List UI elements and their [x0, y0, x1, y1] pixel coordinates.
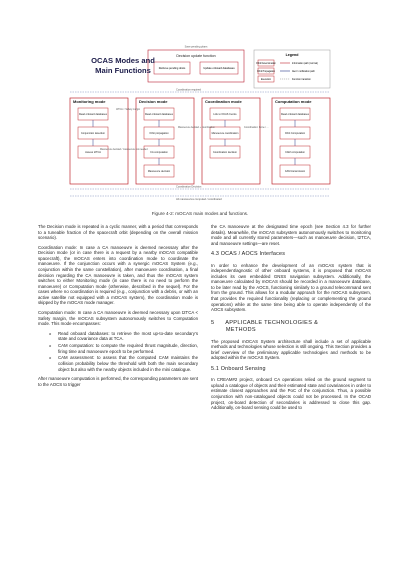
paragraph: the CA manoeuvre at the designated time epoch (see Section 4.3 for further details). Meanwhile, the mOCAS subsystem autonomously switches to monitoring mode and all currently stored parameters—such as manoeuvre decision, t2TCA, and manoeuvre settings—are reset.: [211, 224, 371, 246]
side-label-a: t2TCA < Safety margin: [116, 108, 141, 111]
legend-item: Execution: [260, 79, 272, 81]
paragraph: Coordination mode: In case a CA manoeuvre is deemed necessary after the Decision mode (or in case there is a request by a nearby mOCAS compatible spacecraft), the mOCAS enters into coordination mode to coordinate the manoeuvre. If the conjunction occurs with a synergic mOCAS System (e.g., conjunction within the same constellation), after manoeuvre coordination, a final decision regarding the CA manoeuvre is taken, and thus the mOCAS system switches to either Monitoring mode (in case there is no need to perform the manoeuvre) or Computation mode (otherwise, described in the sequel). For the cases where no coordination is required (e.g., conjunction with a debris, or with an active satellite not equipped with a mOCAS system), the coordination mode is skipped by the mOCAS mode manager.: [38, 244, 198, 306]
decision-update-label: Decision update function: [176, 54, 216, 58]
bullet-list: [38, 331, 198, 372]
top-note: Save pending plans: [184, 45, 208, 49]
function-label: Coordination decision: [212, 151, 238, 154]
figure-title: [78, 56, 168, 76]
section-heading: 4.3 OCAS / AOCS Interfaces: [211, 251, 286, 258]
function-label: Read onboard databases: [78, 113, 108, 116]
figure-caption: Figure 4-2: mOCAS main modes and functions.: [151, 211, 249, 216]
section-heading-line2: METHODS: [211, 326, 256, 333]
right-column: [211, 224, 371, 415]
retrieve-pending-label: Retrieve pending obsts: [158, 67, 186, 70]
legend-arrow-label: Function transition: [292, 79, 311, 81]
function-label: CA computation: [150, 151, 168, 154]
subsection-heading: 5.1 Onboard Sensing: [211, 365, 266, 372]
legend-item: Orbit Propagation: [256, 71, 276, 73]
legend-arrow-label: Information path (normal): [292, 63, 318, 65]
list-item: o CAM assessment: to assess that the computed CAM maintains the collision probability below the threshold with both the main secondary object but also with the nearby objects included in the mini catalogue.: [58, 355, 198, 372]
function-label: CAM transmission: [284, 170, 306, 173]
function-label: Manoeuvre coordination: [211, 132, 239, 135]
list-item: o CAM computation: to compute the required thrust magnitude, direction, firing time and manoeuvre epoch to be performed.: [58, 343, 198, 354]
side-label-b: Manoeuvre decided / manoeuvre not needed: [100, 148, 148, 151]
left-column: [38, 224, 198, 391]
side-label-c: Manoeuvre decided + coordination: [178, 126, 215, 129]
function-label: Orbit Computation: [284, 132, 306, 135]
legend-item: Orbit Determination: [256, 63, 276, 65]
section-heading: [211, 320, 371, 334]
figure-title-line1: OCAS Modes and: [91, 56, 155, 65]
function-label: Link to OCAS Centre: [213, 113, 237, 116]
function-label: Conjunction detection: [80, 132, 106, 135]
function-label: Manoeuvre decision: [147, 170, 171, 173]
bottom-transition-label: All manoeuvres computed / coordinated: [176, 198, 222, 201]
paragraph: The Decision mode is repeated in a cyclic manner, with a period that corresponds to a tuneable fraction of the spacecraft orbit (depending on the overall mission scenario).: [38, 224, 198, 241]
update-databases-label: Update onboard databases: [203, 67, 235, 70]
paragraph: In CREAM#2 project, onboard CA operations relied on the ground segment to upload a catalogue of objects and their estimated state and covariances in order to estimate closest approaches and the PoC of the conjunction. Thus, a possible conjunction with non-catalogued objects could not be processed. In the OCAD project, on-board detection of secondaries is addressed to close this gap. Additionally, on-board sensing could be used to: [211, 377, 371, 411]
function-label: CAM computation: [285, 151, 305, 154]
coordination-decision-label: Coordination Decision: [176, 185, 202, 189]
function-label: Read onboard databases: [144, 113, 174, 116]
mode-title: Decision mode: [139, 99, 168, 104]
side-label-d: Coordination: Done / ...: [244, 126, 269, 129]
section-heading-line1: 5 APPLICABLE TECHNOLOGIES &: [211, 319, 319, 326]
paragraph: In order to enhance the development of an mOCAS system that is independent/agnostic of other onboard systems, it is proposed that mOCAS includes its own embedded GNSS navigation subsystem. Additionally, the manoeuvre calculated by mOCAS should be recorded in a manoeuvre database, to be later read by the AOCS, functioning similarly to a ground telecommand sent from the ground. This allows for a modular approach for the mOCAS subsystem, that provides the required functionality (replacing or complementing the ground operations) while at the same time being able to operate independently of the AOCS subsystem.: [211, 262, 371, 313]
list-item: o Read onboard databases: to retrieve the most up-to-date secondary’s state and covariance data at TCA.: [58, 331, 198, 342]
legend-arrow-label: Alert / notification path: [292, 71, 315, 73]
function-label: Assess t2TCA: [85, 151, 101, 154]
paragraph: The proposed mOCAS System architecture shall include a set of applicable methods and technologies whose selection is still ongoing. This Section provides a brief overview of the preliminary applicable technologies and methods to be adopted within the mOCAS System.: [211, 338, 371, 361]
paragraph: Computation mode: In case a CA manoeuvre is deemed necessary upon t2TCA < Safety margin, the mOCAS subsystem autonomously switches to Computation mode. This mode encompasses:: [38, 310, 198, 327]
paragraph: After manoeuvre computation is performed, the corresponding parameters are sent to the AOCS to trigger: [38, 376, 198, 387]
mode-title: Monitoring mode: [73, 99, 106, 104]
mode-title: Computation mode: [275, 99, 312, 104]
mode-title: Coordination mode: [205, 99, 242, 104]
coordination-required-label: Coordination required: [176, 88, 201, 92]
function-label: Orbit propagation: [149, 132, 169, 135]
legend-title: Legend: [285, 53, 299, 57]
figure-title-line2: Main Functions: [95, 66, 151, 75]
function-label: Read onboard databases: [280, 113, 310, 116]
